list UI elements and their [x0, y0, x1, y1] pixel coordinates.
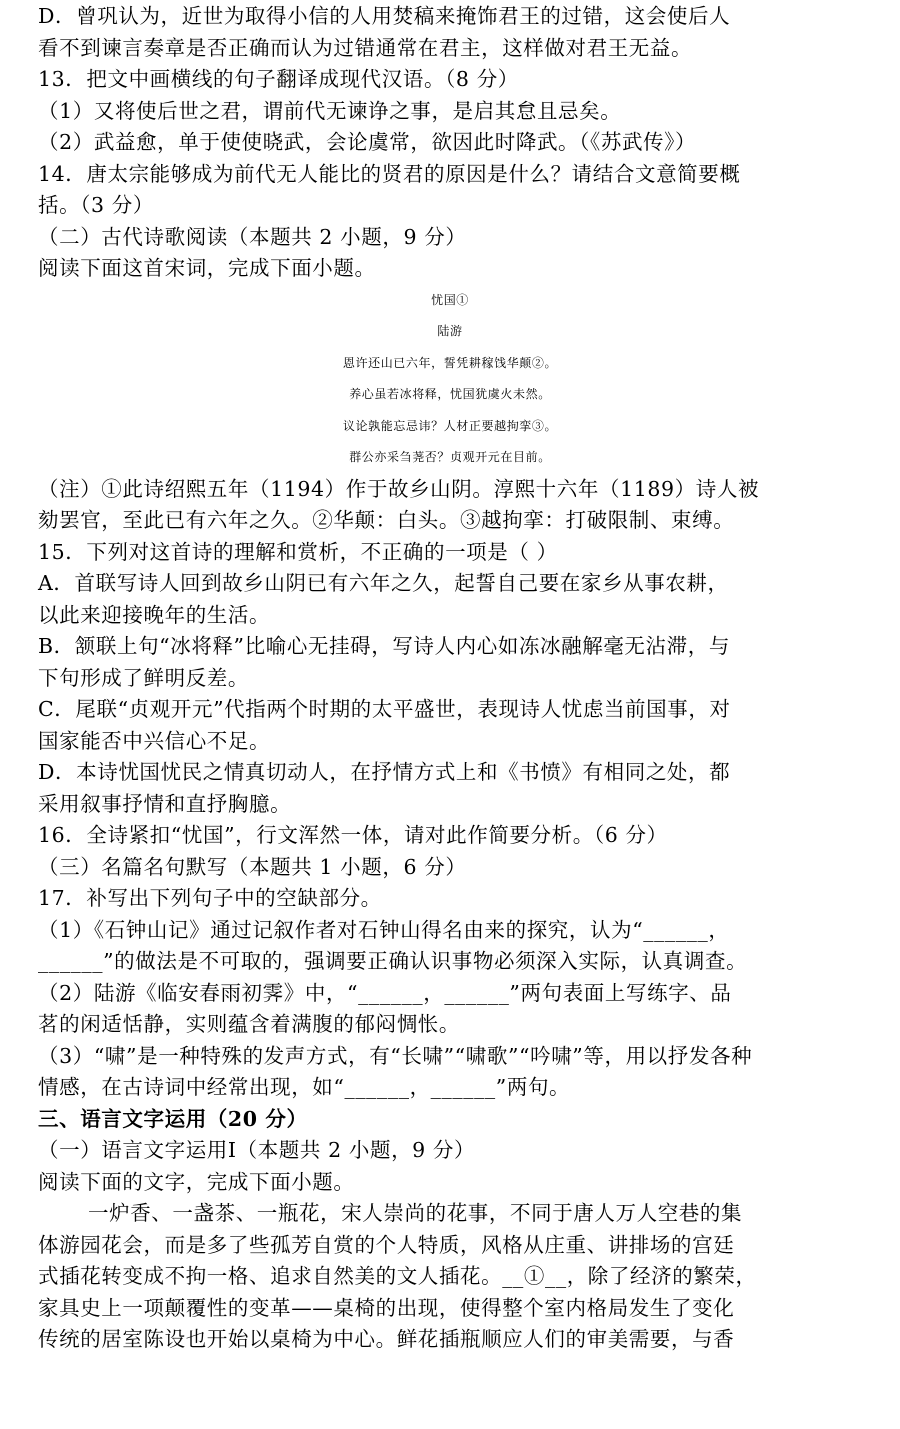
- passage-line-1: 一炉香、一盏茶、一瓶花，宋人崇尚的花事，不同于唐人万人空巷的集: [88, 1201, 743, 1225]
- question-13: 13．把文中画横线的句子翻译成现代汉语。（8 分）: [38, 67, 519, 91]
- language-instruction: 阅读下面的文字，完成下面小题。: [38, 1170, 355, 1194]
- question-16: 16．全诗紧扣“忧国”，行文浑然一体，请对此作简要分析。（6 分）: [38, 823, 668, 847]
- q15-option-c-line-1: C．尾联“贞观开元”代指两个时期的太平盛世，表现诗人忧虑当前国事，对: [38, 697, 731, 721]
- q15-option-a-line-1: A．首联写诗人回到故乡山阴已有六年之久，起誓自己要在家乡从事农耕，: [38, 571, 729, 595]
- q15-option-a-line-2: 以此来迎接晚年的生活。: [38, 603, 271, 627]
- question-14-line-2: 括。（3 分）: [38, 193, 155, 217]
- passage-line-2: 体游园花会，而是多了些孤芳自赏的个人特质，风格从庄重、讲排场的宫廷: [38, 1233, 735, 1257]
- poem-note-line-1: （注）①此诗绍熙五年（1194）作于故乡山阴。淳熙十六年（1189）诗人被: [38, 477, 760, 501]
- poetry-instruction: 阅读下面这首宋词，完成下面小题。: [38, 256, 376, 280]
- section-poetry-heading: （二）古代诗歌阅读（本题共 2 小题，9 分）: [38, 225, 467, 249]
- subsection-language-heading: （一）语言文字运用Ⅰ（本题共 2 小题，9 分）: [38, 1138, 476, 1162]
- poem-line-2: 养心虽若冰将释，忧国犹虞火未然。: [349, 387, 551, 401]
- poem-author: 陆游: [437, 324, 463, 338]
- q15-option-d-line-2: 采用叙事抒情和直抒胸臆。: [38, 792, 292, 816]
- q15-option-b-line-1: B．颔联上句“冰将释”比喻心无挂碍，写诗人内心如冻冰融解毫无沾滞，与: [38, 634, 730, 658]
- poem-line-1: 恩许还山已六年，誓凭耕稼饯华颠②。: [342, 356, 558, 370]
- question-17-part-2-line-1: （2）陆游《临安春雨初霁》中，“______，______”两句表面上写练字、品: [38, 981, 732, 1005]
- question-17-part-1-line-2: ______”的做法是不可取的，强调要正确认识事物必须深入实际，认真调查。: [38, 949, 748, 973]
- option-d-line-1: D．曾巩认为，近世为取得小信的人用焚稿来掩饰君王的过错，这会使后人: [38, 4, 731, 28]
- question-13-part-1: （1）又将使后世之君，谓前代无谏诤之事，是启其怠且忌矣。: [38, 99, 622, 123]
- section-language-heading: 三、语言文字运用（20 分）: [38, 1107, 308, 1131]
- question-17-part-3-line-2: 情感，在古诗词中经常出现，如“______，______”两句。: [38, 1075, 571, 1099]
- question-14-line-1: 14．唐太宗能够成为前代无人能比的贤君的原因是什么？请结合文意简要概: [38, 162, 741, 186]
- passage-line-4: 家具史上一项颠覆性的变革——桌椅的出现，使得整个室内格局发生了变化: [38, 1296, 735, 1320]
- passage-line-5: 传统的居室陈设也开始以桌椅为中心。鲜花插瓶顺应人们的审美需要，与香: [38, 1327, 735, 1351]
- q15-option-d-line-1: D．本诗忧国忧民之情真切动人，在抒情方式上和《书愤》有相同之处，都: [38, 760, 731, 784]
- question-17-part-1-line-1: （1）《石钟山记》通过记叙作者对石钟山得名由来的探究，认为“______，: [38, 918, 730, 942]
- question-13-part-2: （2）武益愈，单于使使晓武，会论虞常，欲因此时降武。（《苏武传》）: [38, 130, 697, 154]
- poem-line-4: 群公亦采刍荛否？贞观开元在目前。: [349, 450, 551, 464]
- section-recitation-heading: （三）名篇名句默写（本题共 1 小题，6 分）: [38, 855, 467, 879]
- poem-title: 忧国①: [431, 293, 469, 307]
- option-d-line-2: 看不到谏言奏章是否正确而认为过错通常在君主，这样做对君王无益。: [38, 36, 693, 60]
- q15-option-c-line-2: 国家能否中兴信心不足。: [38, 729, 271, 753]
- q15-option-b-line-2: 下句形成了鲜明反差。: [38, 666, 249, 690]
- question-15: 15．下列对这首诗的理解和赏析，不正确的一项是（ ）: [38, 540, 558, 564]
- question-17-part-3-line-1: （3）“啸”是一种特殊的发声方式，有“长啸”“啸歌”“吟啸”等，用以抒发各种: [38, 1044, 753, 1068]
- question-17-part-2-line-2: 茗的闲适恬静，实则蕴含着满腹的郁闷惆怅。: [38, 1012, 460, 1036]
- passage-line-3: 式插花转变成不拘一格、追求自然美的文人插花。__①__，除了经济的繁荣，: [38, 1264, 757, 1288]
- poem-line-3: 议论孰能忘忌讳？人材正要越拘挛③。: [342, 419, 558, 433]
- question-17: 17．补写出下列句子中的空缺部分。: [38, 886, 382, 910]
- poem-note-line-2: 劾罢官，至此已有六年之久。②华颠：白头。③越拘挛：打破限制、束缚。: [38, 508, 735, 532]
